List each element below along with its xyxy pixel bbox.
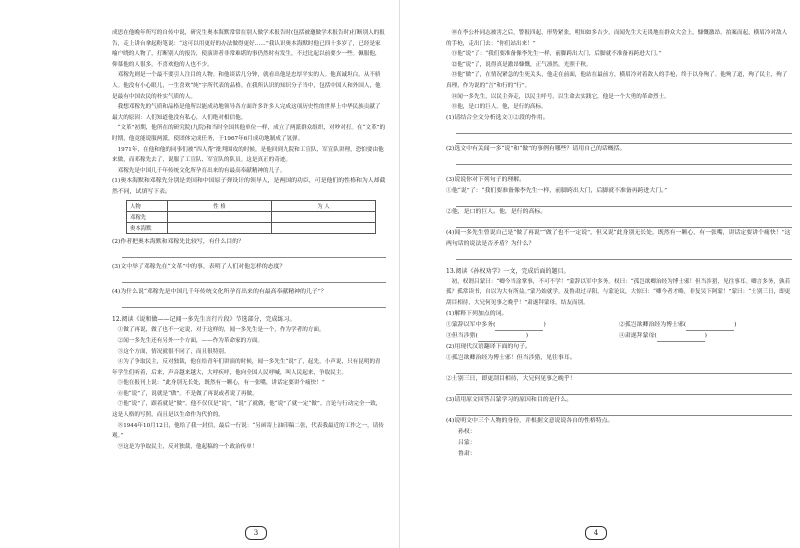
page-number: 4 <box>585 526 607 540</box>
passage-item: ⑨这是为争取民主，反对独裁，他起稿的一个政治传单！ <box>117 443 258 450</box>
vocab-item: ①蒙辞以军中多务( ) <box>446 320 619 331</box>
answer-blank[interactable] <box>657 334 705 342</box>
question-13-2a: ①孤岂欲卿治经为博士邪！但当涉猎，见往事耳。 <box>446 354 576 361</box>
passage-item: ⑦他“说”了，跟着就是“做”。他不仅仅是“说”，“说”了就做，他“说”了就一定“做”。言论与行动完全一致，这是人格的写照，而且是以生命作为代价的。 <box>112 401 382 419</box>
answer-line[interactable] <box>122 248 386 258</box>
answer-line[interactable] <box>456 155 792 165</box>
table-cell: 奥本海默 <box>127 223 168 234</box>
answer-line[interactable] <box>456 165 792 175</box>
vocab-item: ②孤岂欲卿治经为博士邪( ) <box>619 320 792 331</box>
question-3a: ①他“说”了：“我们要准备像李先生一样，前脚跨出大门，后脚就不准备再跨进大门。” <box>446 187 668 194</box>
question-3: (3)文中举了邓稼先在“文革”中的事，表明了人们对他怎样的态度？ <box>112 264 286 271</box>
answer-blank[interactable] <box>478 334 526 342</box>
answer-line[interactable] <box>122 298 386 308</box>
question-3b: ②他，是口的巨人。他，是行的高标。 <box>446 208 547 215</box>
passage-item: ②闻一多先生还有另外一个方面，——作为革命家的方面。 <box>117 337 264 344</box>
passage-item: ⑤他在报刊上说：“此身别无长处，既然有一颗心，有一张嘴，讲话定要讲个痛快！” <box>117 380 325 387</box>
question-2: (2)作者把奥本海默和邓稼先比较写，有什么目的？ <box>112 239 245 246</box>
person-label: 孙权： <box>458 428 476 435</box>
table-header: 为 人 <box>272 201 376 212</box>
answer-line[interactable] <box>456 250 792 260</box>
answer-line[interactable] <box>456 218 792 228</box>
passage-item: ⑫他“说”了，说得真是激昂慷慨，正气凛然，光照千秋。 <box>451 61 592 68</box>
question-3: (3)说说你对下列句子的理解。 <box>446 176 526 183</box>
passage-item: ①做了再说，做了也不一定说，对于这样的，闻一多先生是一个，作为学者的方面。 <box>117 327 325 334</box>
passage-item: ⑭闻一多先生，以民主奔走，以民主呼号，以生命去实践它，他是一个大勇的革命烈士。 <box>451 93 670 100</box>
paragraph: “文革”初期，他所在的研究院(九院)和当时全国其他单位一样，成立了两派群众组织，对吵对打。在“文革”的时期，他竟能说服两派，使团体完成任务，于1967年6月成功地制成了氢弹。 <box>112 125 386 142</box>
section-12-title: 12.阅读《说和做——记闻一多先生言行片段》节选部分，完成练习。 <box>112 316 296 324</box>
passage-item: ③这个方面，情况就很不同了，而且很特别。 <box>117 348 230 355</box>
answer-line[interactable] <box>456 406 792 416</box>
passage-item: ⑪他“说”了：“我们要准备像李先生一样，前脚跨出大门，后脚就不准备再跨进大门。” <box>451 51 662 58</box>
answer-line[interactable] <box>456 124 792 134</box>
question-4: (4)闻一多先生曾说自己是“做了再说”“做了也不一定说”，但又说“此身别无长处，既然有一颗心，有一张嘴，讲话定要讲个痛快！”这两句话的说法是否矛盾？为什么？ <box>446 229 791 247</box>
paragraph: 成思在他晚年所写的自传中说，研究生奥本海默常常在别人做学术报告时(包括被邀做学术报告时)打断别人的报告，走上讲台拿起粉笔说：“这可以用更好的办法做得更好……”我认识奥本海默时他已四十多岁了，已经是家喻户晓的人物了，打断别人的报告，使演讲者非常难堪的事仍然时有发生，不过比起以前要少一些。佩服他，仰慕他的人很多，不喜欢他的人也不少。 <box>112 30 385 68</box>
section-13-title: 13.阅读《孙权劝学》一文，完成后面的题目。 <box>446 267 570 275</box>
passage-item: ④为了争取民主，反对独裁，他在给青年们讲演的时候，闻一多先生“说”了，起先，小声说，只有昆明的青年学生们听着，后来，声音越来越大，大呼疾呼，他向全国人民呼喊，叫人民起来，争取民主。 <box>112 359 381 376</box>
table-header: 性 格 <box>168 201 272 212</box>
page-number: 3 <box>245 526 267 540</box>
answer-cell[interactable] <box>168 212 272 223</box>
answer-line[interactable] <box>456 134 792 144</box>
person-label: 吕蒙： <box>458 439 476 446</box>
passage-item: ⑮他，是口的巨人。他，是行的高标。 <box>451 104 547 111</box>
answer-blank[interactable] <box>686 323 734 331</box>
question-13-4: (4)说明文中三个人物的身份，并根据文意说说各自的性格特点。 <box>446 417 614 424</box>
answer-line[interactable] <box>122 273 386 283</box>
question-13-3: (3)请用原文回答吕蒙学习的原因和目的是什么。 <box>446 396 573 403</box>
right-page <box>400 0 800 548</box>
vocab-item: ④肃遂拜蒙母( ) <box>619 331 792 342</box>
vocab-item: ③但当涉猎( ) <box>446 331 619 342</box>
answer-line[interactable] <box>456 385 792 395</box>
paragraph: 邓稼先则是一个最不要引人注目的人物。和他谈话几分钟，就看出他是忠厚平实的人。他真诚坦白，从不骄人。他没有小心眼儿，一生喜欢“纯”字所代表的品格。在我所认识的知识分子当中，包括中国人和外国人，他是最有中国农民的朴实气质的人。 <box>112 72 381 100</box>
answer-line[interactable] <box>456 197 792 207</box>
answer-blank[interactable] <box>495 323 543 331</box>
paragraph: 我想邓稼先的气质和品格是他所以能成功地领导各方面许多许多人完成这项历史性的世界上中华民族贡献了最大的原因：人们知道他没有私心，人们绝对相信他。 <box>112 104 381 121</box>
paragraph: 邓稼先是中国几千年传统文化所孕育出来的有最高奉献精神的儿子。 <box>117 167 286 174</box>
answer-cell[interactable] <box>272 212 376 223</box>
passage-item: ⑧1944年10月12日，他给了我一封信，最后一行说：“另函寄上油印稿二张，代表我最近的工作之一，请传观。” <box>112 422 384 440</box>
question-13-2b: ②士别三日，即更刮目相待，大兄何见事之晚乎！ <box>446 375 576 382</box>
passage-item: ⑩在李公朴同志被害之后，警报四起，形势紧张，明知如多吉少，而闻先生大无畏地在群众大会上，慷慨激昂，拍案而起，横眉冷对敌人的手枪，走出门去：“你们站出来！” <box>446 30 788 47</box>
paragraph: 1971年，在他和他的同事们被“四人帮”批判围攻的时候，是他回到九院和工宣队、军宣队讲理，恐怕要由他来做，而邓稼先去了，说服了工宣队、军宣队的队员。这是真正的奇迹。 <box>112 146 384 164</box>
table-cell: 邓稼先 <box>127 212 168 223</box>
table-row <box>127 223 376 234</box>
question-13-1: (1)解释下列加点的词。 <box>446 310 508 317</box>
answer-cell[interactable] <box>168 223 272 234</box>
passage-item: ⑥他“说”了，说就是“做”。不是做了再说或者说了再做。 <box>117 390 258 397</box>
answer-line[interactable] <box>456 364 792 374</box>
question-4: (4)为什么说“邓稼先是中国几千年传统文化所孕育出来的有最高奉献精神的儿子”？ <box>112 289 327 296</box>
vocab-grid <box>446 320 792 331</box>
answer-table <box>126 200 376 234</box>
question-2: (2)选文中有关闻一多“说”和“做”的事例有哪些？请用自己的话概括。 <box>446 145 626 152</box>
question-1: (1)请结合全文分析选文①②段的作用。 <box>446 114 549 121</box>
vocab-grid <box>446 331 792 342</box>
table-row <box>127 212 376 223</box>
passage-item: ⑬他“做”了，在情况紧急的生死关头，他走在前面，他站在最前方，横眉冷对着敌人的手枪，终于以身殉了。他殉了道，殉了民主，殉了真理，作为说的“言”和行的“行”。 <box>446 72 788 89</box>
table-header-row <box>127 201 376 212</box>
classical-passage: 初，权谓吕蒙曰：“卿今当涂掌事，不可不学！”蒙辞以军中多务。权曰：“孤岂欲卿治经为博士邪！但当涉猎，见往事耳。卿言多务，孰若孤？孤常读书，自以为大有所益。”蒙乃始就学。及鲁肃过寻阳，与蒙论议，大惊曰：“卿今者才略，非复吴下阿蒙！”蒙曰：“士别三日，即更刮目相待，大兄何见事之晚乎！”肃遂拜蒙母，结友而别。 <box>446 278 791 306</box>
person-label: 鲁肃： <box>458 450 476 457</box>
answer-cell[interactable] <box>272 223 376 234</box>
table-header: 人物 <box>127 201 168 212</box>
question-1: (1)奥本海默和邓稼先分别是美国和中国原子弹设计的领导人，是两国的功臣，可是他们的性格和为人却截然不同，试填写下表。 <box>112 178 386 196</box>
question-13-2: (2)用现代汉语翻译下面的句子。 <box>446 343 531 350</box>
